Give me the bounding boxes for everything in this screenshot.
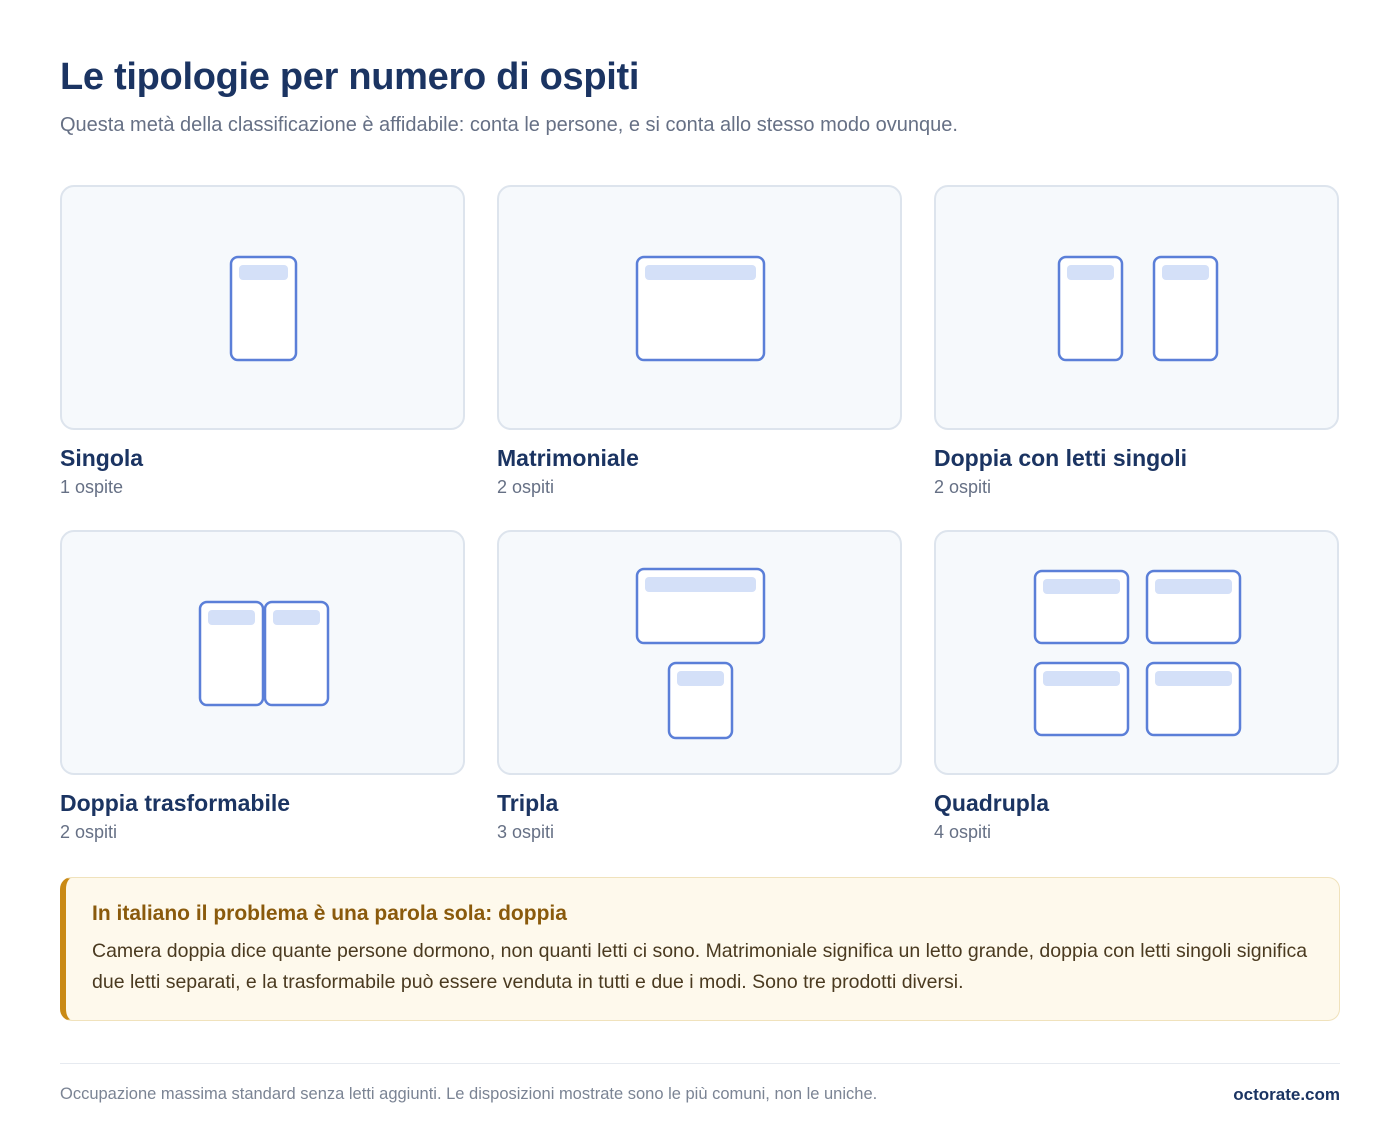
bed-layout-illustration — [60, 185, 465, 430]
single-bed-icon — [1147, 571, 1240, 643]
double-bed-icon — [637, 569, 764, 643]
bed-layout-tripla — [499, 532, 904, 777]
room-card-doppia-trasformabile — [60, 530, 465, 842]
room-card-tripla — [497, 530, 902, 842]
room-guests: 2 ospiti — [934, 477, 992, 497]
room-guests: 3 ospiti — [497, 822, 555, 842]
double-bed-icon — [637, 257, 764, 360]
callout-title: In italiano il problema è una parola sola: doppia — [92, 902, 567, 925]
room-name: Doppia con letti singoli — [934, 445, 1187, 471]
room-card-doppia-letti-singoli — [934, 185, 1339, 497]
callout-body: Camera doppia dice quante persone dormono, non quanti letti ci sono. Matrimoniale significa un letto grande, doppia con letti singoli significa due letti separati, e la trasformabile può essere venduta in tutti e due i modi. Sono tre prodotti diversi. — [92, 940, 1308, 993]
single-bed-icon — [669, 663, 732, 738]
bed-layout-illustration — [497, 530, 902, 775]
room-name: Tripla — [497, 790, 559, 816]
bed-layout-doppia-letti-singoli — [936, 187, 1341, 432]
single-bed-icon — [231, 257, 296, 360]
single-bed-icon — [1147, 663, 1240, 735]
bed-layout-matrimoniale — [499, 187, 904, 432]
room-guests: 4 ospiti — [934, 822, 992, 842]
room-name: Doppia trasformabile — [60, 790, 291, 816]
bed-layout-illustration — [497, 185, 902, 430]
single-bed-icon — [1035, 571, 1128, 643]
footer-note: Occupazione massima standard senza letti aggiunti. Le disposizioni mostrate sono le più comuni, non le uniche. — [60, 1085, 878, 1103]
single-bed-icon — [200, 602, 263, 705]
room-card-quadrupla — [934, 530, 1339, 842]
room-card-singola — [60, 185, 465, 497]
room-guests: 2 ospiti — [497, 477, 555, 497]
room-name: Singola — [60, 445, 144, 471]
single-bed-icon — [1154, 257, 1217, 360]
warning-callout — [60, 877, 1340, 1021]
single-bed-icon — [1059, 257, 1122, 360]
bed-layout-singola — [62, 187, 467, 432]
bed-layout-illustration — [934, 530, 1339, 775]
footer-brand: octorate.com — [1233, 1085, 1340, 1104]
page — [60, 0, 1340, 1142]
single-bed-icon — [1035, 663, 1128, 735]
room-name: Quadrupla — [934, 790, 1050, 816]
bed-layout-illustration — [60, 530, 465, 775]
bed-layout-quadrupla — [936, 532, 1341, 777]
page-title: Le tipologie per numero di ospiti — [60, 56, 640, 98]
room-guests: 2 ospiti — [60, 822, 118, 842]
bed-layout-illustration — [934, 185, 1339, 430]
footer-divider — [60, 1063, 1340, 1064]
room-card-matrimoniale — [497, 185, 902, 497]
room-guests: 1 ospite — [60, 477, 124, 497]
page-subtitle: Questa metà della classificazione è affidabile: conta le persone, e si conta allo stesso modo ovunque. — [60, 114, 958, 136]
bed-layout-doppia-trasformabile — [62, 532, 467, 777]
single-bed-icon — [265, 602, 328, 705]
room-name: Matrimoniale — [497, 445, 639, 471]
